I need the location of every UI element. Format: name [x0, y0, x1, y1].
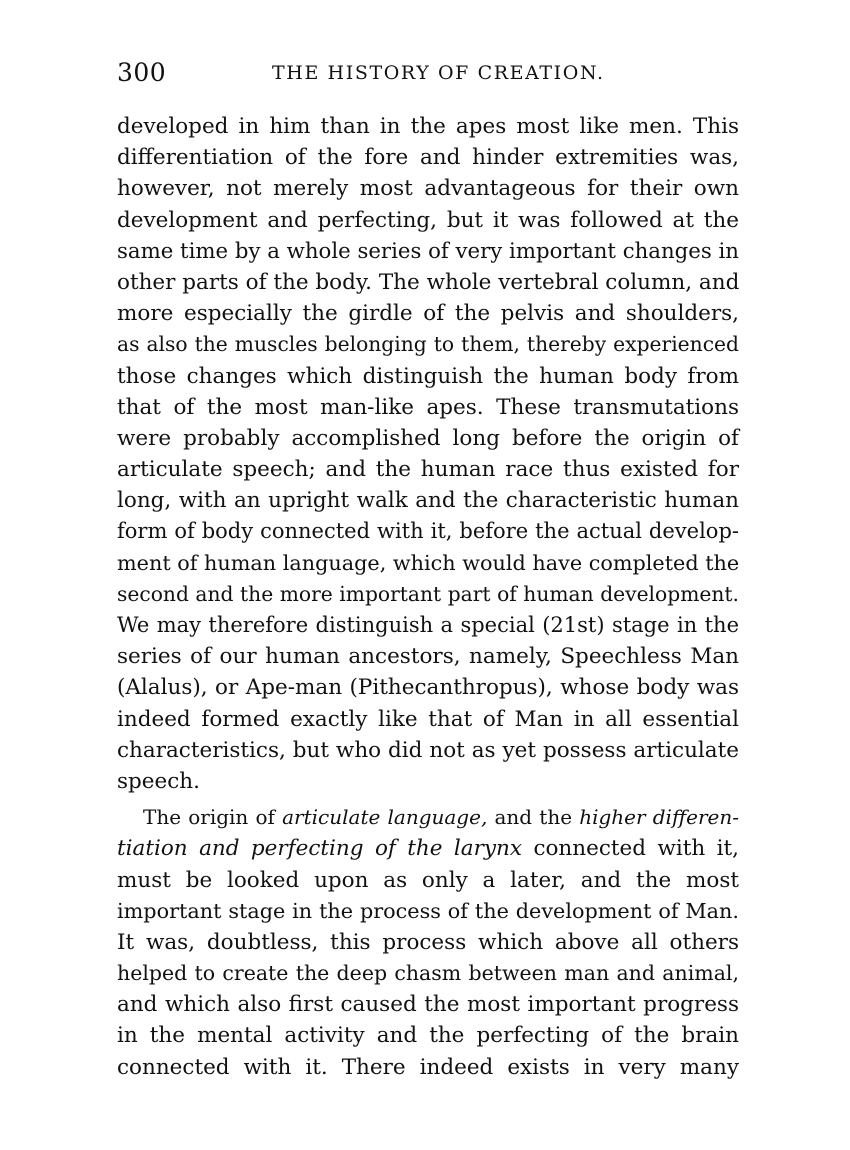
- paragraph-2: [117, 802, 739, 1083]
- text-line: developed in him than in the apes most like men. This: [117, 114, 739, 139]
- text-line: speech.: [117, 768, 200, 794]
- page-header: [117, 58, 739, 92]
- text-run: The origin of: [143, 805, 283, 830]
- text-line: indeed formed exactly like that of Man in all essential: [117, 706, 739, 732]
- text-line: helped to create the deep chasm between man and animal,: [117, 961, 739, 986]
- text-line: however, not merely most advantageous for their own: [117, 176, 739, 202]
- text-line: those changes which distinguish the human body from: [117, 363, 739, 389]
- running-title: THE HISTORY OF CREATION.: [272, 62, 605, 84]
- text-line: We may therefore distinguish a special (21st) stage in the: [117, 613, 739, 637]
- text-line: were probably accomplished long before the origin of: [117, 425, 739, 451]
- paragraph-1: [117, 111, 739, 797]
- text-line: that of the most man-like apes. These transmutations: [117, 394, 739, 420]
- italic-run: articulate language,: [282, 805, 488, 830]
- text-line: other parts of the body. The whole vertebral column, and: [117, 269, 740, 295]
- text-line: as also the muscles belonging to them, thereby experienced: [117, 332, 739, 357]
- text-line: development and perfecting, but it was followed at the: [117, 207, 739, 233]
- italic-run: tiation and perfecting of the larynx: [117, 836, 523, 862]
- text-run: and the: [487, 805, 580, 830]
- text-line: more especially the girdle of the pelvis and shoulders,: [117, 301, 739, 327]
- page-number: 300: [117, 58, 167, 87]
- text-line: and which also first caused the most important progress: [117, 992, 739, 1018]
- text-line: series of our human ancestors, namely, Speechless Man: [117, 644, 739, 670]
- body-text: [117, 111, 739, 1083]
- text-line: important stage in the process of the development of Man.: [117, 898, 739, 923]
- text-line: articulate speech; and the human race thus existed for: [117, 457, 739, 483]
- text-line: ment of human language, which would have completed the: [117, 550, 740, 575]
- text-line: same time by a whole series of very important changes in: [117, 238, 739, 264]
- text-run: connected with it,: [522, 836, 739, 862]
- text-line: second and the more important part of human development.: [117, 581, 739, 606]
- text-line: [117, 802, 739, 833]
- text-line: [117, 833, 739, 864]
- text-line: must be looked upon as only a later, and the most: [117, 867, 739, 893]
- text-line: characteristics, but who did not as yet possess articulate: [117, 737, 739, 763]
- text-line: It was, doubtless, this process which above all others: [117, 929, 739, 955]
- text-line: long, with an upright walk and the characteristic human: [117, 488, 739, 514]
- text-line: in the mental activity and the perfecting of the brain: [117, 1023, 739, 1049]
- text-line: connected with it. There indeed exists in very many: [117, 1054, 739, 1080]
- text-line: differentiation of the fore and hinder extremities was,: [117, 145, 739, 171]
- text-line: (Alalus), or Ape-man (Pithecanthropus), whose body was: [117, 675, 739, 701]
- text-line: form of body connected with it, before the actual develop-: [117, 519, 739, 544]
- italic-run: higher differen-: [579, 805, 739, 830]
